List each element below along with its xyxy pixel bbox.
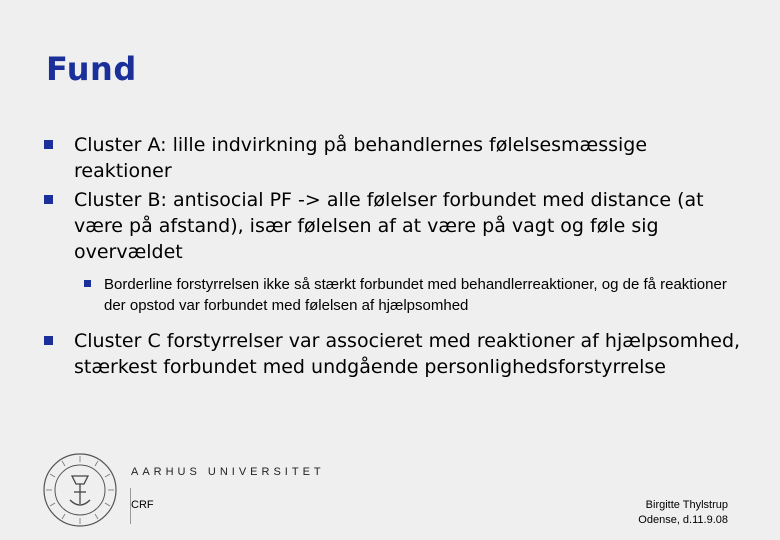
square-bullet-icon <box>44 140 53 149</box>
square-bullet-icon <box>84 280 91 287</box>
bullet-item <box>44 132 744 184</box>
sub-bullet-item <box>44 274 744 316</box>
square-bullet-icon <box>44 195 53 204</box>
slide-title: Fund <box>46 50 137 88</box>
bullet-text: Cluster B: antisocial PF -> alle følelser forbundet med distance (at være på afstand), især følelsen af at være på vagt og føle sig overvældet <box>74 189 704 263</box>
author-name: Birgitte Thylstrup <box>645 499 728 511</box>
bullet-list <box>44 132 744 383</box>
bullet-text: Cluster A: lille indvirkning på behandlernes følelsesmæssige reaktioner <box>74 134 648 182</box>
university-seal-icon <box>42 452 118 528</box>
author-block <box>638 498 728 528</box>
bullet-text: Cluster C forstyrrelser var associeret med reaktioner af hjælpsomhed, stærkest forbundet med undgående personlighedsforstyrrelse <box>74 330 741 378</box>
square-bullet-icon <box>44 336 53 345</box>
bullet-item <box>44 187 744 265</box>
sub-bullet-text: Borderline forstyrrelsen ikke så stærkt forbundet med behandlerreaktioner, og de få reaktioner der opstod var forbundet med følelsen af hjælpsomhed <box>104 276 727 314</box>
university-name: AARHUS UNIVERSITET <box>131 466 325 478</box>
bullet-item <box>44 328 744 380</box>
place-date: Odense, d.11.9.08 <box>638 514 728 526</box>
unit-name: CRF <box>131 499 154 511</box>
